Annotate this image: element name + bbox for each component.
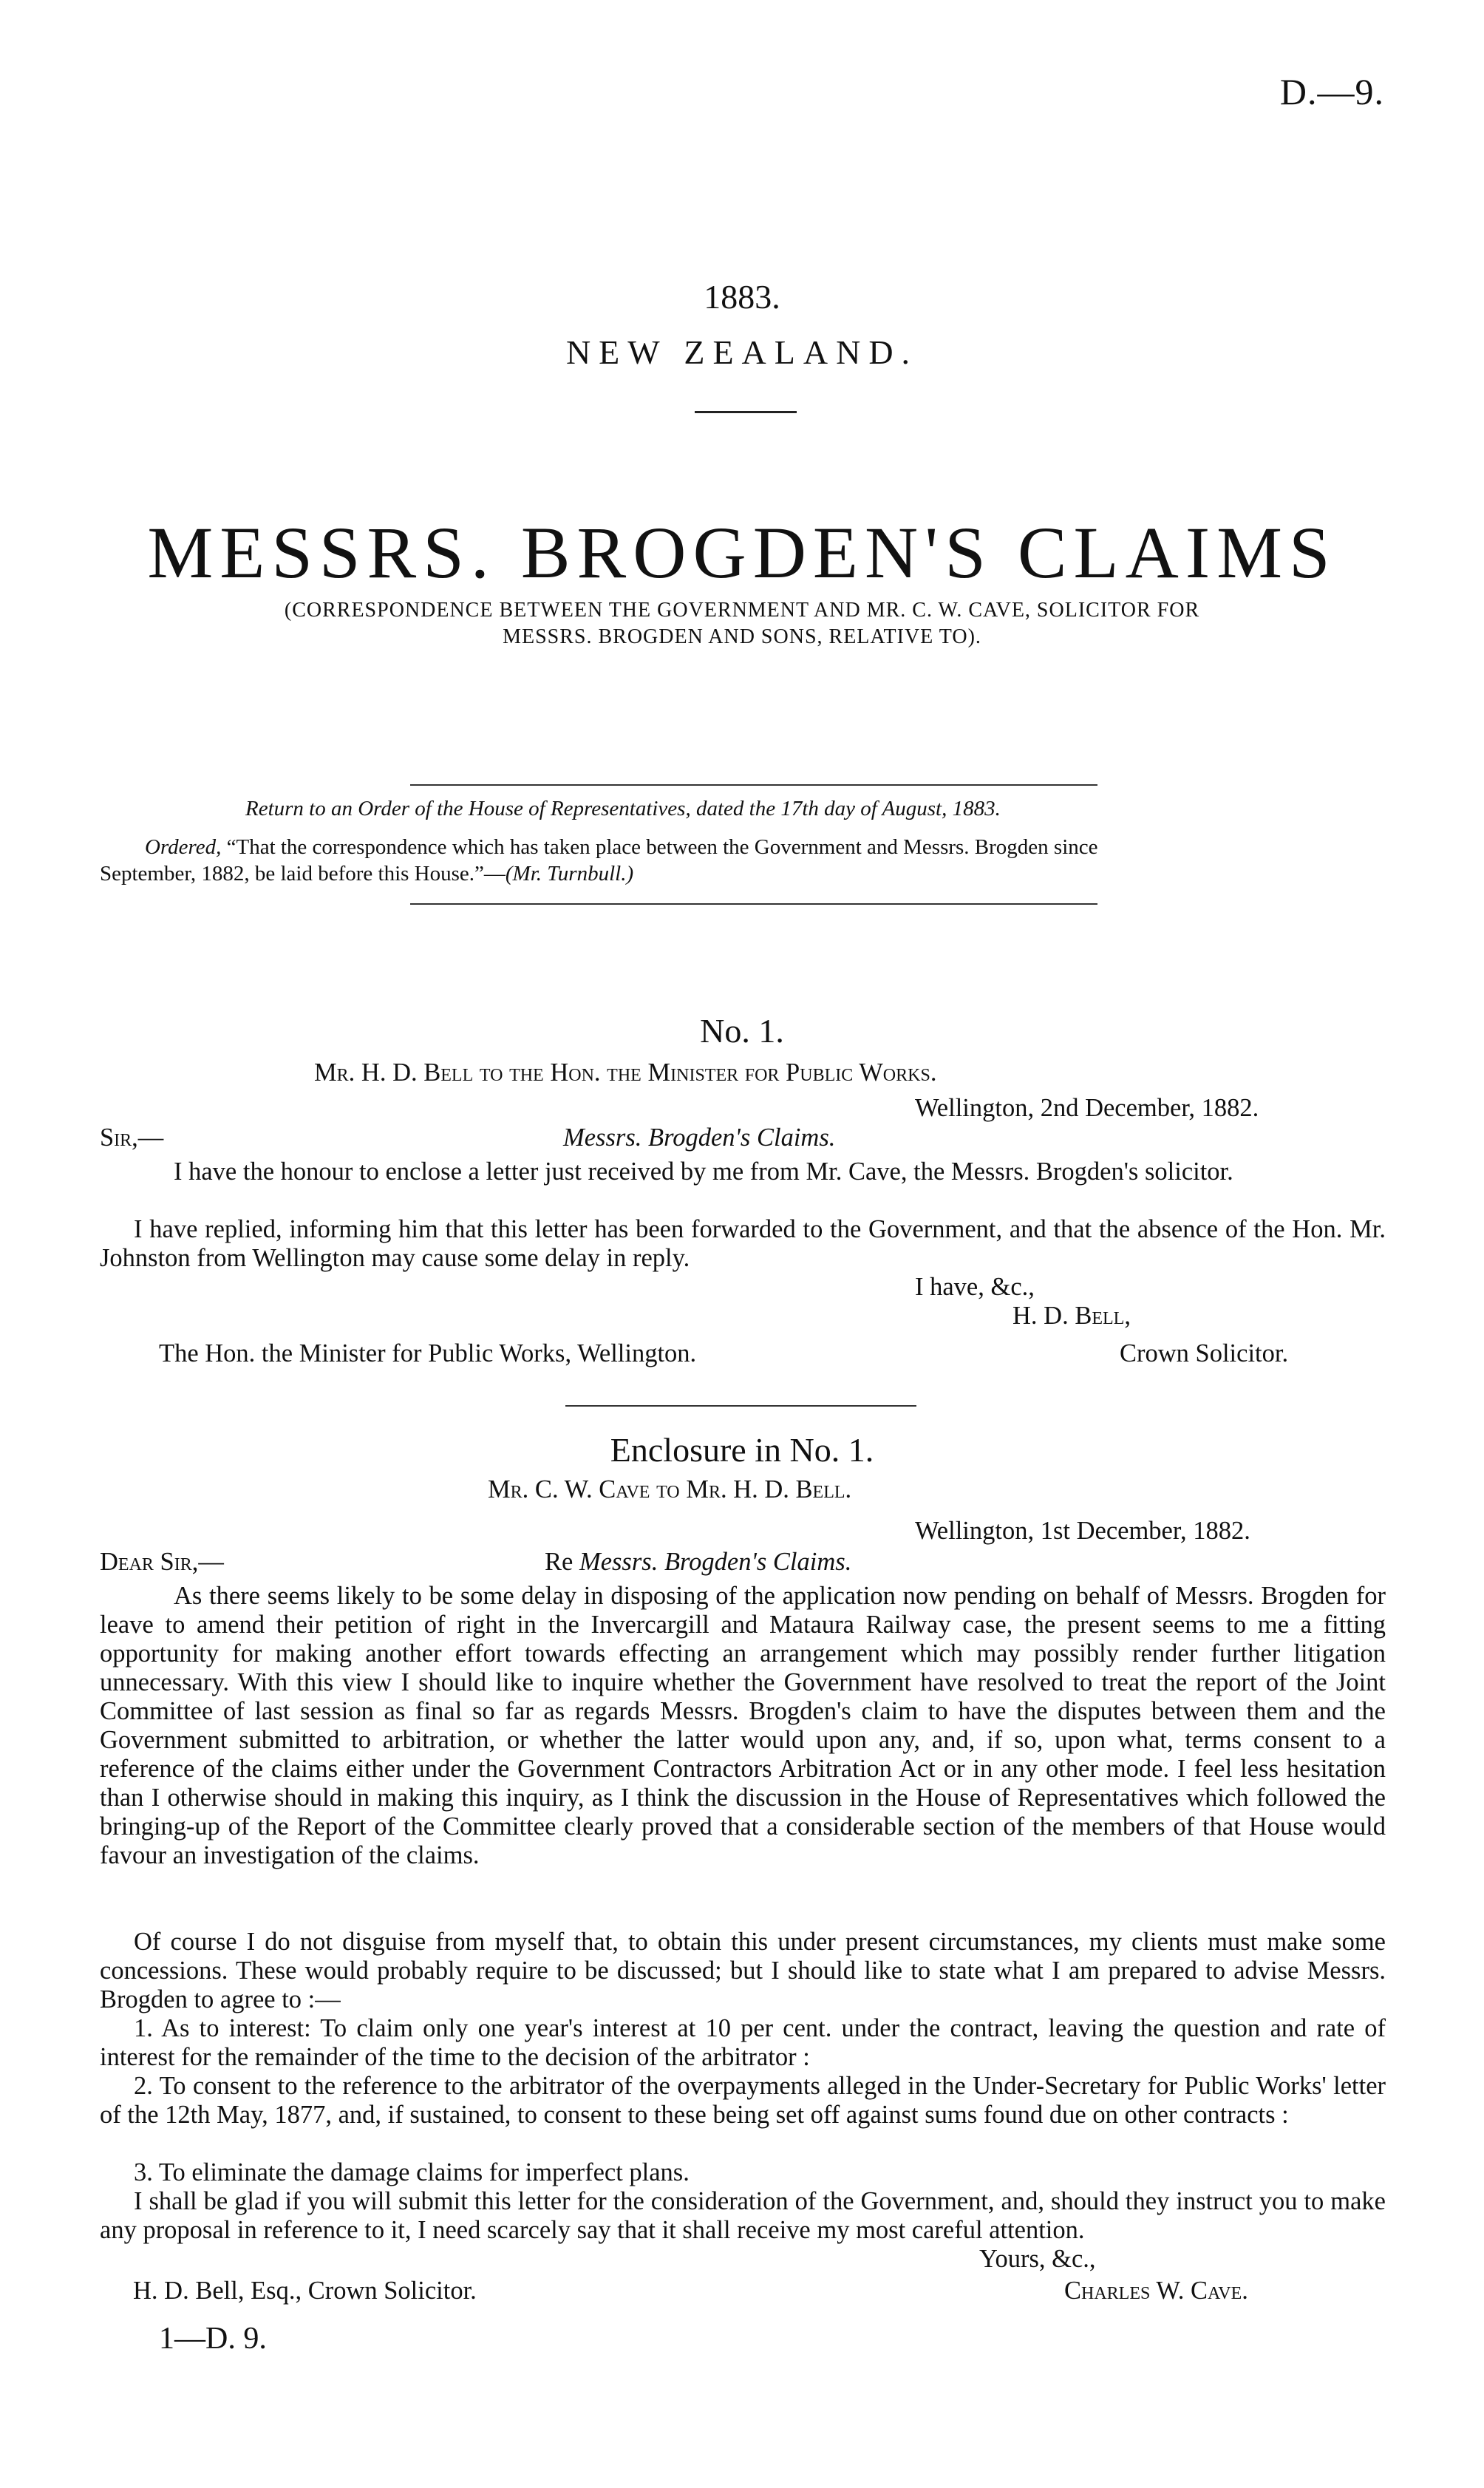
enclosure-list-item: 2. To consent to the reference to the arbitrator of the overpayments alleged in the Under-Secretary for Public Works' letter of the 12th May, 1877, and, if sustained, to consent to these being set off against sums found due on other contracts : (100, 2072, 1386, 2129)
ordered-line-2 (100, 862, 633, 886)
enclosure-salutation: Dear Sir,— (100, 1548, 224, 1576)
enclosure-list-item: 1. As to interest: To claim only one year's interest at 10 per cent. under the contract, leaving the question and rate of interest for the remainder of the time to the decision of the arbitrator : (100, 2014, 1386, 2071)
document-title: MESSRS. BROGDEN'S CLAIMS (147, 511, 1337, 594)
letter-addressee: The Hon. the Minister for Public Works, Wellington. (159, 1339, 697, 1367)
page-reference: D.—9. (1279, 71, 1384, 112)
enclosure-closing: Yours, &c., (979, 2245, 1096, 2273)
mover: (Mr. Turnbull.) (505, 862, 634, 886)
letter-subject: Messrs. Brogden's Claims. (563, 1124, 836, 1152)
enclosure-signature: Charles W. Cave. (1064, 2277, 1248, 2305)
sheet-reference: 1—D. 9. (159, 2322, 267, 2356)
letter-number: No. 1. (700, 1012, 784, 1050)
country-heading: NEW ZEALAND. (565, 333, 919, 371)
subtitle-line-1: (CORRESPONDENCE BETWEEN THE GOVERNMENT AND MR. C. W. CAVE, SOLICITOR FOR (284, 599, 1200, 622)
return-order-line: Return to an Order of the House of Representatives, dated the 17th day of August, 1883. (245, 797, 1001, 820)
letter-from-to: Mr. H. D. Bell to the Hon. the Minister for Public Works. (314, 1058, 937, 1087)
divider (565, 1405, 916, 1407)
divider (695, 411, 797, 413)
enclosure-paragraph: Of course I do not disguise from myself that, to obtain this under present circumstances, my clients must make some concessions. These would probably require to be discussed; but I should like to state what I am prepared to advise Messrs. Brogden to agree to :— (100, 1928, 1386, 2013)
year: 1883. (704, 278, 780, 316)
ordered-text-continued: September, 1882, be laid before this House.”— (100, 862, 506, 886)
enclosure-paragraph: I shall be glad if you will submit this letter for the consideration of the Government, and, should they instruct you to make any proposal in reference to it, I need scarcely say that it shall receive my most careful attention. (100, 2187, 1386, 2244)
letter-salutation: Sir,— (100, 1124, 164, 1152)
enclosure-place-date: Wellington, 1st December, 1882. (915, 1517, 1250, 1545)
enclosure-paragraph: As there seems likely to be some delay in disposing of the application now pending on behalf of Messrs. Brogden for leave to amend their petition of right in the Invercargill and Mataura Railway case, the present seems to me a fitting opportunity for making another effort towards effecting an arrangement which may possibly render further litigation unnecessary. With this view I should like to inquire whether the Government have resolved to treat the report of the Joint Committee of last session as final so far as regards Messrs. Brogden's claim to have the disputes between them and the Government submitted to arbitration, or whether the latter would upon any, and, if so, upon what, terms consent to a reference of the claims either under the Government Contractors Arbitration Act or in any other mode. I feel less hesitation than I otherwise should in making this inquiry, as I think the discussion in the House of Representatives which followed the bringing-up of the Report of the Committee clearly proved that a considerable section of the members of that House would favour an investigation of the claims. (100, 1582, 1386, 1869)
ordered-text: “That the correspondence which has taken place between the Government and Messrs. Brogden since (226, 835, 1098, 859)
enclosure-addressee: H. D. Bell, Esq., Crown Solicitor. (133, 2277, 477, 2305)
enclosure-subject: Messrs. Brogden's Claims. (579, 1548, 852, 1576)
letter-place-date: Wellington, 2nd December, 1882. (915, 1094, 1259, 1122)
ordered-line-1 (145, 835, 1098, 860)
enclosure-subject-line (545, 1548, 851, 1577)
enclosure-heading: Enclosure in No. 1. (610, 1431, 874, 1469)
enclosure-list-item: 3. To eliminate the damage claims for imperfect plans. (134, 2158, 690, 2186)
letter-signature: H. D. Bell, (1012, 1302, 1131, 1330)
subtitle-line-2: MESSRS. BROGDEN AND SONS, RELATIVE TO). (503, 625, 981, 648)
signature-title: Crown Solicitor. (1120, 1339, 1289, 1367)
subject-prefix: Re (545, 1548, 579, 1576)
letter-closing: I have, &c., (915, 1273, 1035, 1301)
divider (410, 903, 1097, 905)
letter-paragraph: I have replied, informing him that this letter has been forwarded to the Government, and that the absence of the Hon. Mr. Johnston from Wellington may cause some delay in reply. (100, 1215, 1386, 1272)
letter-paragraph: I have the honour to enclose a letter just received by me from Mr. Cave, the Messrs. Brogden's solicitor. (174, 1158, 1233, 1186)
ordered-label: Ordered, (145, 835, 222, 859)
divider (410, 784, 1097, 786)
enclosure-from-to: Mr. C. W. Cave to Mr. H. D. Bell. (488, 1475, 852, 1503)
